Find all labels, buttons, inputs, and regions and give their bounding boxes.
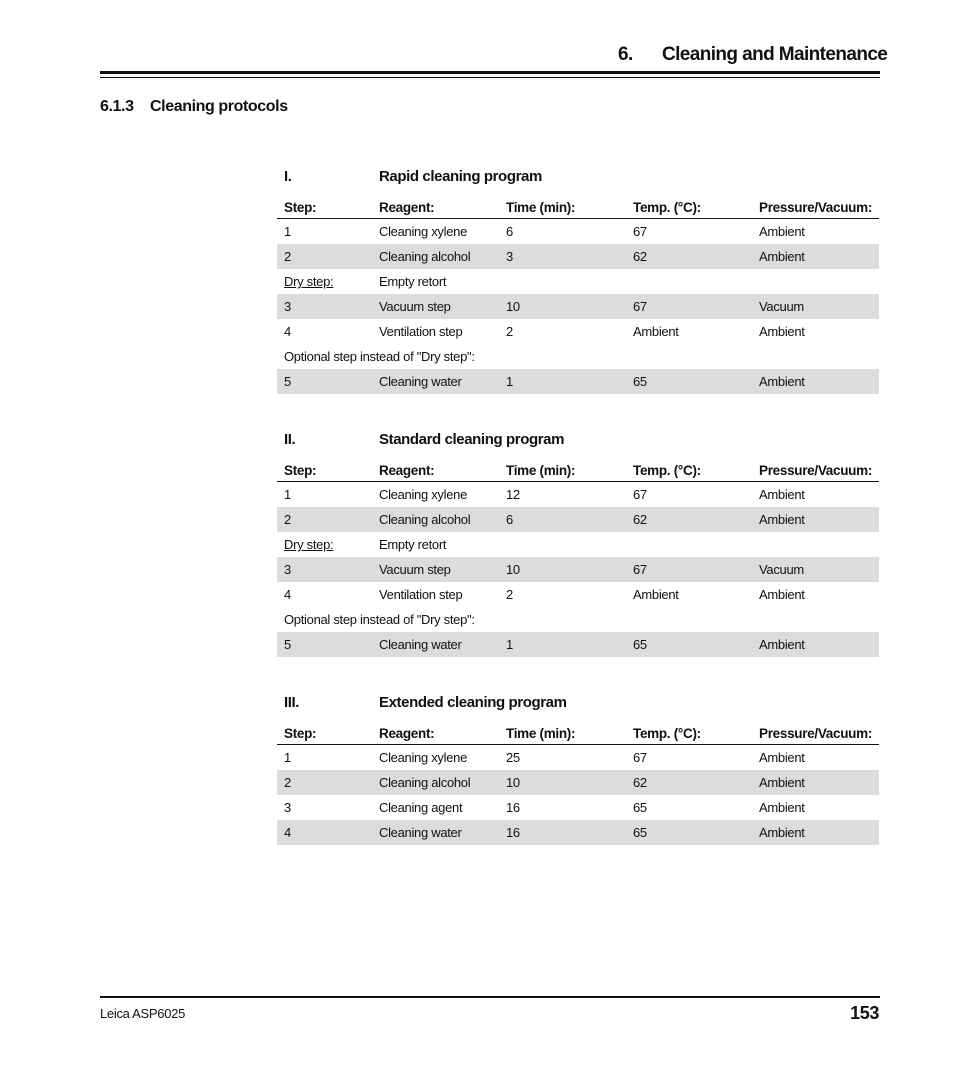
table-row <box>277 820 879 845</box>
cell-pressure: Ambient <box>759 512 805 527</box>
cell-reagent: Cleaning xylene <box>379 224 468 239</box>
table-row <box>277 219 879 244</box>
table-row <box>277 482 879 507</box>
cell-time: 2 <box>506 587 513 602</box>
chapter-number: 6. <box>618 44 633 65</box>
cell-pressure: Ambient <box>759 374 805 389</box>
col-reagent: Reagent: <box>379 463 435 478</box>
cell-time: 6 <box>506 224 513 239</box>
table-row <box>277 294 879 319</box>
program-extended <box>277 690 879 845</box>
cell-pressure: Ambient <box>759 637 805 652</box>
cell-reagent: Cleaning water <box>379 374 462 389</box>
optional-step-note: Optional step instead of "Dry step": <box>284 612 475 627</box>
cell-time: 10 <box>506 299 520 314</box>
cell-pressure: Ambient <box>759 224 805 239</box>
cell-step: 1 <box>284 487 291 502</box>
table-row <box>277 507 879 532</box>
cell-reagent: Cleaning xylene <box>379 487 468 502</box>
cell-reagent: Cleaning alcohol <box>379 775 471 790</box>
table-row <box>277 557 879 582</box>
col-step: Step: <box>284 200 317 215</box>
cell-temp: 65 <box>633 374 647 389</box>
cell-pressure: Vacuum <box>759 299 804 314</box>
table-row <box>277 369 879 394</box>
cell-time: 16 <box>506 800 520 815</box>
cell-step: 2 <box>284 249 291 264</box>
cell-pressure: Ambient <box>759 587 805 602</box>
cell-step: 2 <box>284 512 291 527</box>
header-rule-thin <box>100 77 880 78</box>
col-temp: Temp. (°C): <box>633 200 701 215</box>
cell-time: 2 <box>506 324 513 339</box>
cell-time: 1 <box>506 374 513 389</box>
cell-reagent: Ventilation step <box>379 587 463 602</box>
page-number: 153 <box>850 1003 879 1023</box>
table-row <box>277 745 879 770</box>
cell-step: 4 <box>284 587 291 602</box>
col-pressure: Pressure/Vacuum: <box>759 463 873 478</box>
col-step: Step: <box>284 726 317 741</box>
optional-step-note: Optional step instead of "Dry step": <box>284 349 475 364</box>
cell-reagent: Cleaning agent <box>379 800 463 815</box>
cell-reagent: Cleaning alcohol <box>379 249 471 264</box>
cell-step: 3 <box>284 299 291 314</box>
cell-reagent: Empty retort <box>379 537 447 552</box>
col-time: Time (min): <box>506 200 576 215</box>
table-header <box>277 716 879 745</box>
table-row <box>277 582 879 607</box>
chapter-title <box>618 44 888 66</box>
program-standard <box>277 427 879 657</box>
col-reagent: Reagent: <box>379 200 435 215</box>
cell-step: 4 <box>284 825 291 840</box>
cell-step: 2 <box>284 775 291 790</box>
chapter-title-text: Cleaning and Maintenance <box>662 44 888 65</box>
cell-step: Dry step: <box>284 537 334 552</box>
col-reagent: Reagent: <box>379 726 435 741</box>
cell-step: 5 <box>284 374 291 389</box>
cell-step: 3 <box>284 800 291 815</box>
cell-step: 1 <box>284 750 291 765</box>
cell-temp: Ambient <box>633 587 679 602</box>
cell-reagent: Cleaning xylene <box>379 750 468 765</box>
table-row-dry-step <box>277 532 879 557</box>
table-row <box>277 632 879 657</box>
col-step: Step: <box>284 463 317 478</box>
section-number: 6.1.3 <box>100 98 134 115</box>
cell-pressure: Ambient <box>759 800 805 815</box>
cell-step: 4 <box>284 324 291 339</box>
cell-pressure: Ambient <box>759 487 805 502</box>
cell-temp: Ambient <box>633 324 679 339</box>
cell-temp: 65 <box>633 800 647 815</box>
section-title <box>100 98 288 116</box>
cell-time: 3 <box>506 249 513 264</box>
cell-step: Dry step: <box>284 274 334 289</box>
col-time: Time (min): <box>506 726 576 741</box>
section-title-text: Cleaning protocols <box>150 98 288 115</box>
cell-temp: 62 <box>633 775 647 790</box>
cell-pressure: Vacuum <box>759 562 804 577</box>
cell-temp: 67 <box>633 750 647 765</box>
cell-pressure: Ambient <box>759 324 805 339</box>
program-numeral: I. <box>284 168 292 185</box>
cell-temp: 62 <box>633 512 647 527</box>
table-row-note <box>277 607 879 632</box>
cell-time: 25 <box>506 750 520 765</box>
table-row <box>277 770 879 795</box>
footer-rule <box>100 996 880 998</box>
program-title <box>277 164 879 190</box>
col-pressure: Pressure/Vacuum: <box>759 200 873 215</box>
table-row-dry-step <box>277 269 879 294</box>
col-temp: Temp. (°C): <box>633 726 701 741</box>
cell-temp: 67 <box>633 224 647 239</box>
program-title <box>277 690 879 716</box>
cell-time: 1 <box>506 637 513 652</box>
program-title <box>277 427 879 453</box>
table-row-note <box>277 344 879 369</box>
col-temp: Temp. (°C): <box>633 463 701 478</box>
cell-reagent: Cleaning alcohol <box>379 512 471 527</box>
cell-temp: 67 <box>633 299 647 314</box>
program-numeral: II. <box>284 431 296 448</box>
cell-time: 6 <box>506 512 513 527</box>
program-name: Standard cleaning program <box>379 431 565 448</box>
program-name: Rapid cleaning program <box>379 168 542 185</box>
col-time: Time (min): <box>506 463 576 478</box>
table-header <box>277 190 879 219</box>
cell-temp: 62 <box>633 249 647 264</box>
col-pressure: Pressure/Vacuum: <box>759 726 873 741</box>
cell-pressure: Ambient <box>759 775 805 790</box>
cell-pressure: Ambient <box>759 249 805 264</box>
table-header <box>277 453 879 482</box>
program-rapid <box>277 164 879 394</box>
cell-reagent: Vacuum step <box>379 562 451 577</box>
cell-temp: 67 <box>633 487 647 502</box>
product-name: Leica ASP6025 <box>100 1006 186 1021</box>
cell-step: 1 <box>284 224 291 239</box>
cell-pressure: Ambient <box>759 750 805 765</box>
program-numeral: III. <box>284 694 300 711</box>
cell-step: 5 <box>284 637 291 652</box>
cell-temp: 65 <box>633 825 647 840</box>
cell-reagent: Empty retort <box>379 274 447 289</box>
cell-time: 10 <box>506 562 520 577</box>
cell-temp: 67 <box>633 562 647 577</box>
header-rule <box>100 71 880 74</box>
cell-pressure: Ambient <box>759 825 805 840</box>
cell-temp: 65 <box>633 637 647 652</box>
cell-time: 16 <box>506 825 520 840</box>
table-row <box>277 319 879 344</box>
table-row <box>277 795 879 820</box>
cell-step: 3 <box>284 562 291 577</box>
cell-reagent: Vacuum step <box>379 299 451 314</box>
table-row <box>277 244 879 269</box>
cell-reagent: Cleaning water <box>379 825 462 840</box>
cell-time: 12 <box>506 487 520 502</box>
cell-reagent: Cleaning water <box>379 637 462 652</box>
cell-time: 10 <box>506 775 520 790</box>
program-name: Extended cleaning program <box>379 694 567 711</box>
cell-reagent: Ventilation step <box>379 324 463 339</box>
